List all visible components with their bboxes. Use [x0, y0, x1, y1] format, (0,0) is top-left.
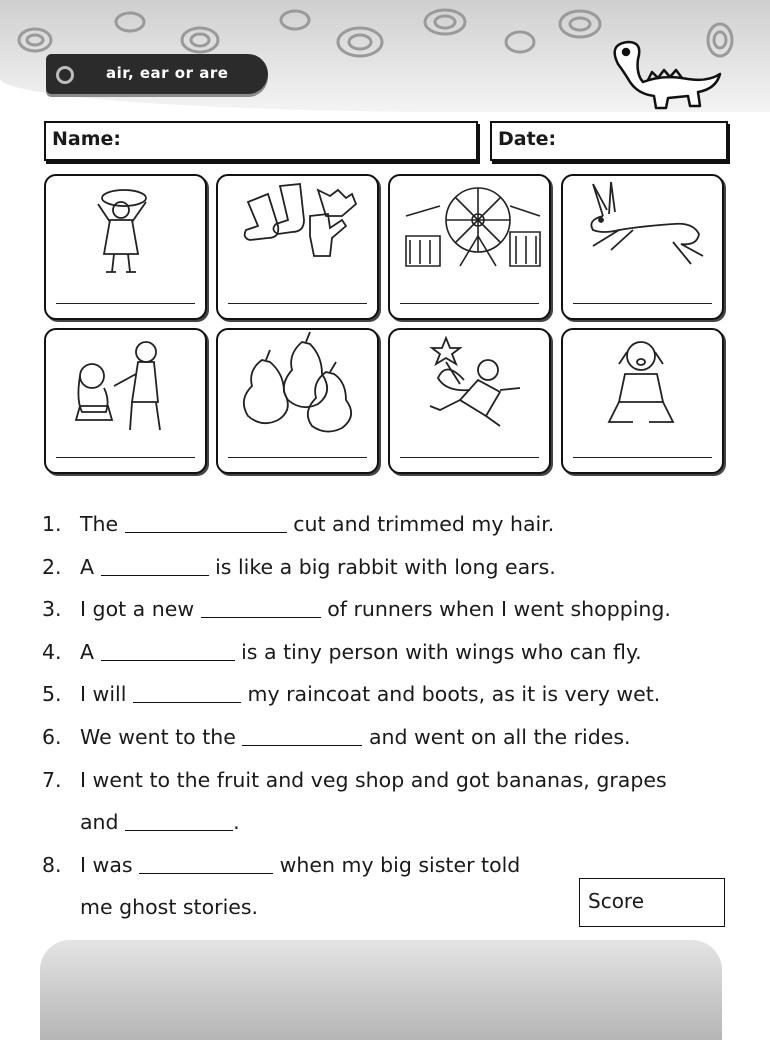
sentence-1: 1. The cut and trimmed my hair.: [42, 512, 555, 536]
picture-card-7: [388, 328, 551, 474]
socks-and-gloves-icon: [218, 176, 377, 286]
picture-card-8: [561, 328, 724, 474]
answer-line-5[interactable]: [56, 457, 195, 458]
dinosaur-icon: [588, 34, 728, 114]
sentence-blank[interactable]: [101, 553, 209, 576]
hare-icon: [563, 176, 722, 286]
sentence-blank[interactable]: [101, 638, 235, 661]
picture-card-5: [44, 328, 207, 474]
picture-card-4: [561, 174, 724, 320]
sentence-3: 3. I got a new of runners when I went shopping.: [42, 597, 671, 622]
sentence-5: 5. I will my raincoat and boots, as it is very wet.: [42, 682, 661, 707]
sentence-blank[interactable]: [133, 680, 241, 703]
sentence-blank[interactable]: [125, 510, 287, 533]
girl-with-hat-icon: [46, 176, 205, 286]
sentence-4: 4. A is a tiny person with wings who can fly.: [42, 639, 642, 664]
sentence-2: 2. A is like a big rabbit with long ears.: [42, 554, 556, 579]
sentence-blank[interactable]: [242, 723, 362, 746]
name-field[interactable]: [44, 121, 478, 161]
answer-line-4[interactable]: [573, 303, 712, 304]
pears-icon: [218, 330, 377, 440]
sentence-blank[interactable]: [139, 851, 273, 874]
date-field[interactable]: [490, 121, 728, 161]
topic-title: air, ear or are: [106, 64, 229, 82]
sentence-8: 8. I was when my big sister told: [42, 852, 521, 877]
sentence-6: 6. We went to the and went on all the rides.: [42, 724, 631, 749]
picture-card-2: [216, 174, 379, 320]
answer-line-1[interactable]: [56, 303, 195, 304]
answer-line-3[interactable]: [400, 303, 539, 304]
answer-line-2[interactable]: [228, 303, 367, 304]
scared-boy-icon: [563, 330, 722, 440]
answer-line-6[interactable]: [228, 457, 367, 458]
footer-band: [40, 940, 722, 1040]
sentence-8-continued: me ghost stories.: [80, 895, 259, 920]
score-box[interactable]: [579, 878, 725, 927]
fairy-icon: [390, 330, 549, 440]
name-label: Name:: [52, 128, 122, 150]
sentence-blank[interactable]: [201, 595, 321, 618]
answer-line-8[interactable]: [573, 457, 712, 458]
score-label: Score: [588, 889, 645, 913]
bullet-icon: [56, 66, 74, 84]
date-label: Date:: [498, 128, 557, 150]
topic-banner: [46, 54, 268, 94]
picture-card-6: [216, 328, 379, 474]
answer-line-7[interactable]: [400, 457, 539, 458]
sentence-7: 7. I went to the fruit and veg shop and got bananas, grapes: [42, 767, 667, 792]
picture-card-3: [388, 174, 551, 320]
hairdresser-icon: [46, 330, 205, 440]
sentence-blank[interactable]: [125, 808, 233, 831]
picture-card-1: [44, 174, 207, 320]
sentence-7-continued: and .: [80, 810, 240, 835]
sentence-list: [42, 505, 732, 931]
fairground-icon: [390, 176, 549, 286]
